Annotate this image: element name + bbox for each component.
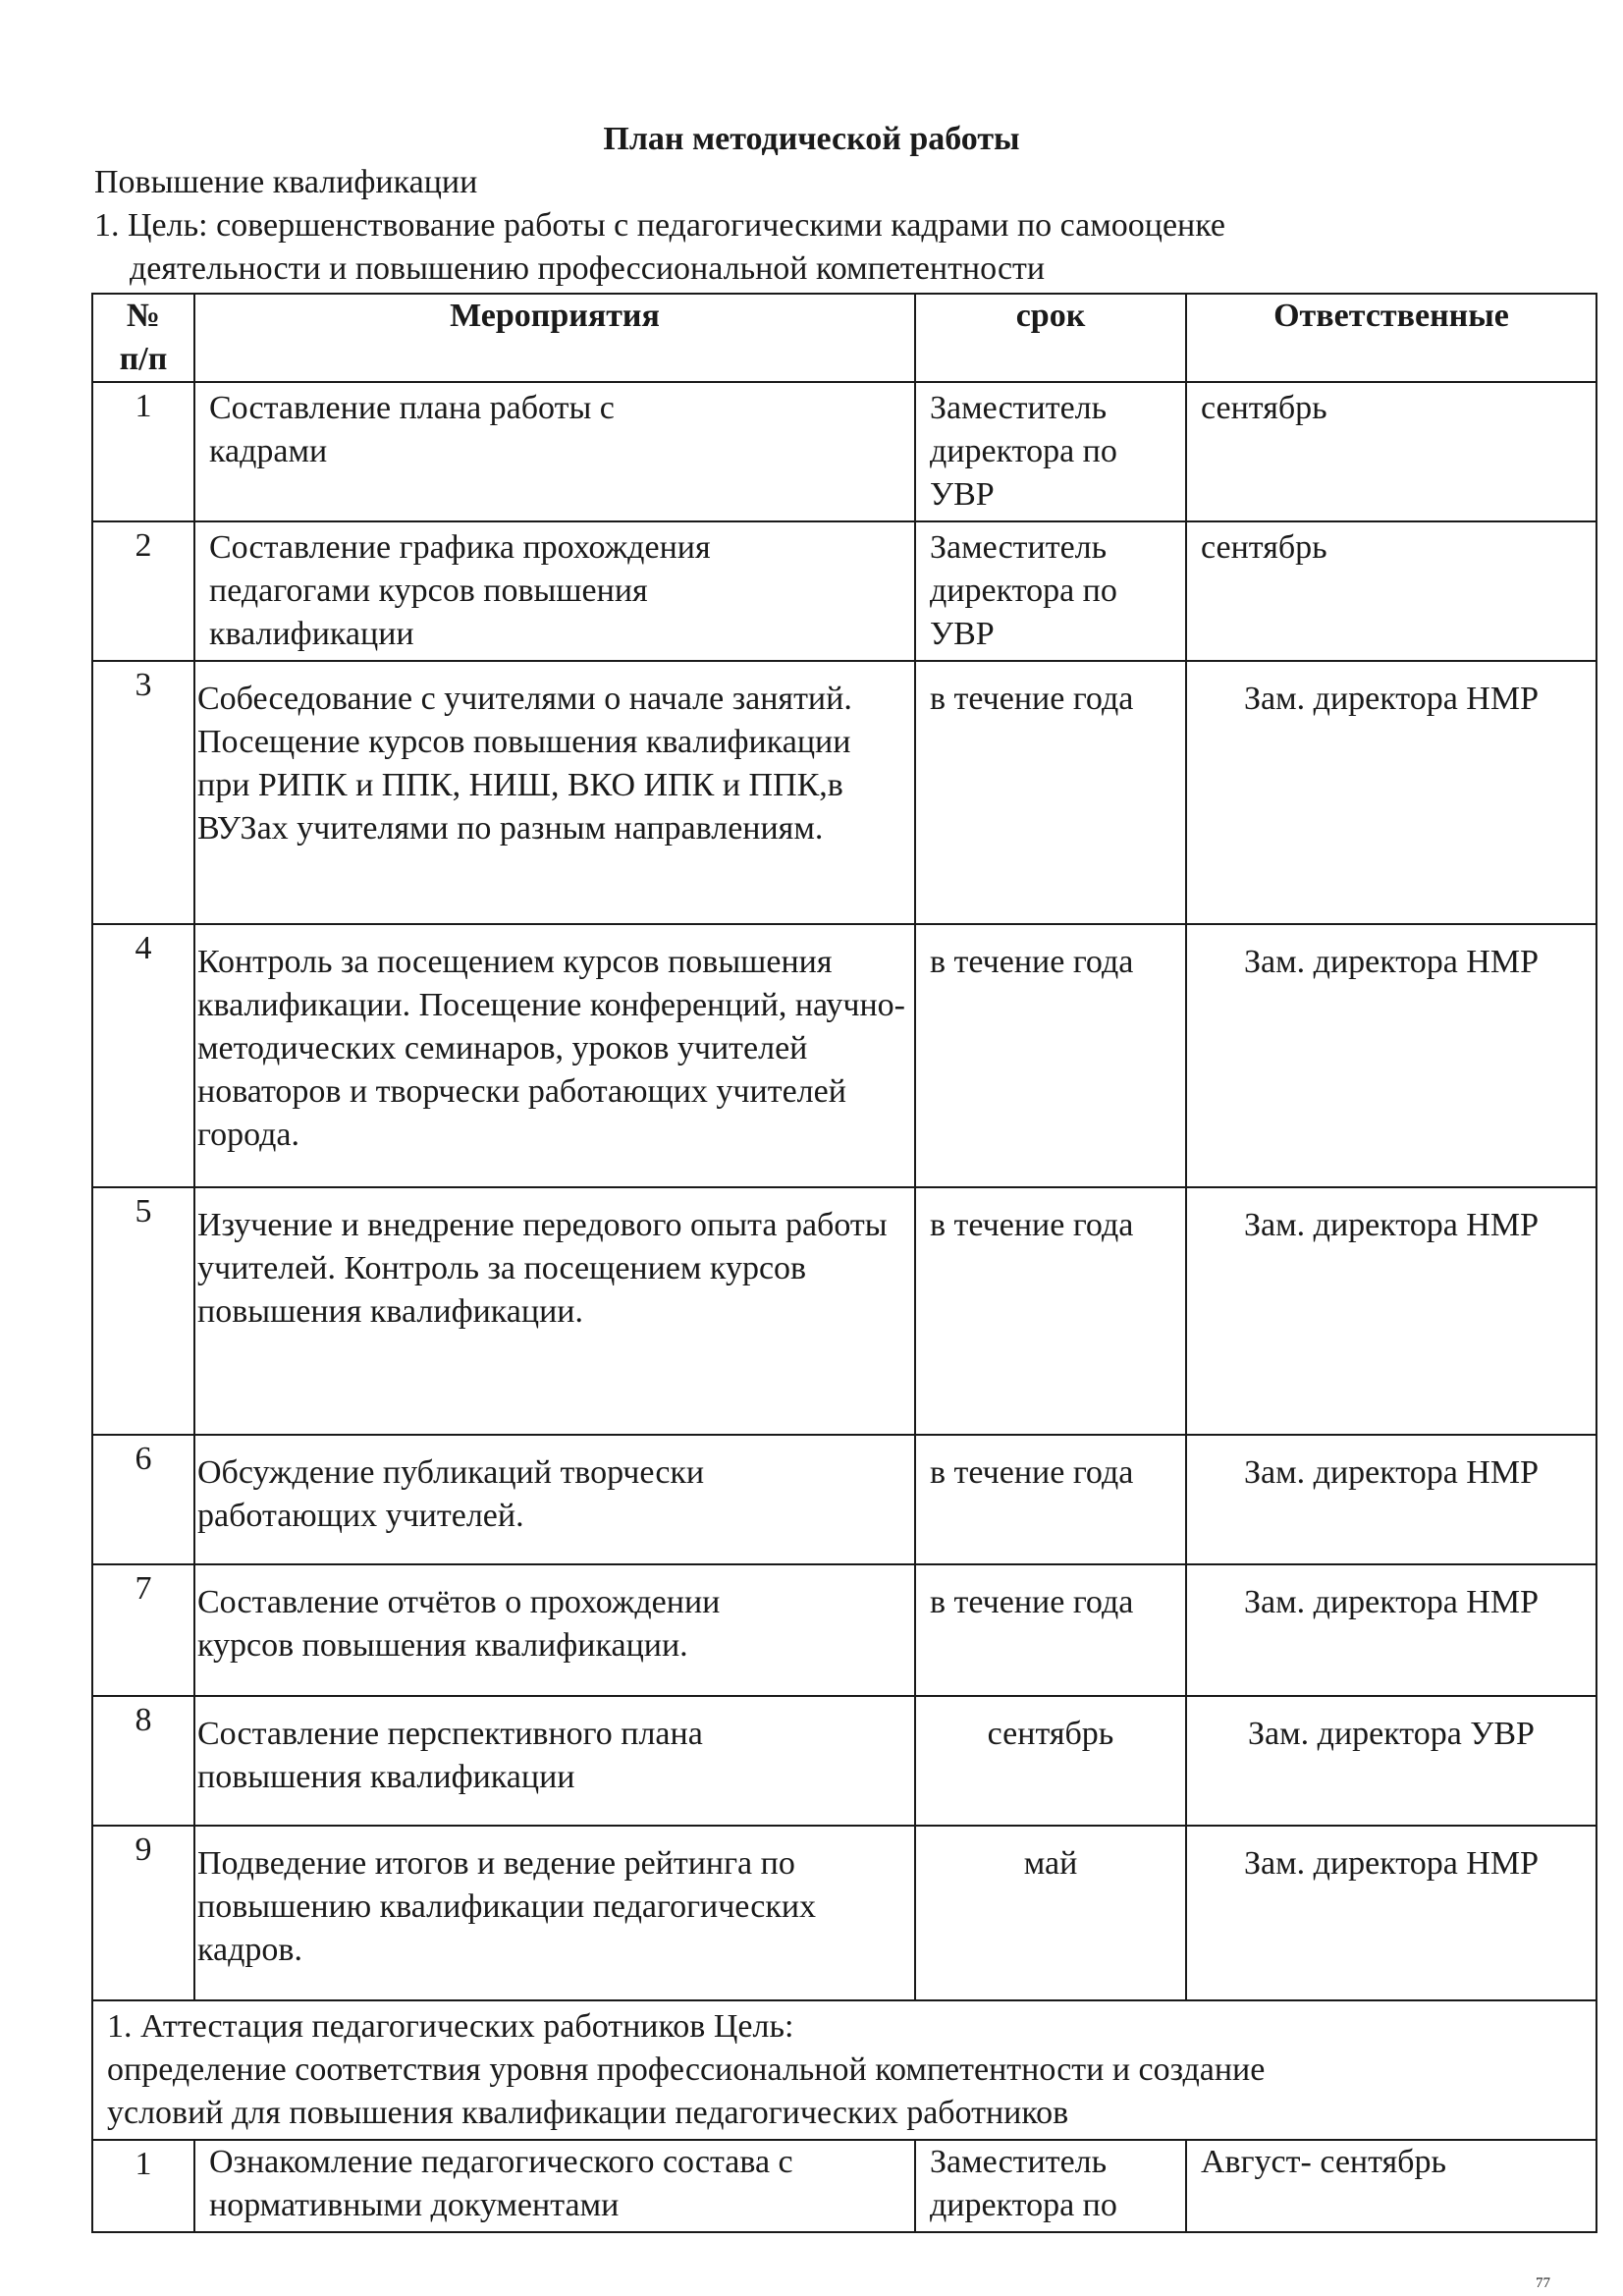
row-term: май (915, 1826, 1186, 2000)
row-term: в течение года (915, 1564, 1186, 1696)
row-term: сентябрь (915, 1696, 1186, 1826)
row-responsible: Зам. директора НМР (1186, 1435, 1596, 1564)
row-term: в течение года (915, 661, 1186, 924)
row-number: 7 (92, 1564, 194, 1696)
row-activity: Контроль за посещением курсов повышения квалификации. Посещение конференций, научно-методических семинаров, уроков учителей новаторов и творчески работающих учителей города. (194, 924, 915, 1187)
section-2-line-2: определение соответствия уровня профессиональной компетентности и создание (107, 2051, 1266, 2088)
table-row (92, 1435, 1596, 1564)
header-responsible: Ответственные (1186, 294, 1596, 382)
row-number: 8 (92, 1696, 194, 1826)
page-number: 77 (1536, 2275, 1550, 2291)
row-activity: Обсуждение публикаций творчески работающих учителей. (194, 1435, 915, 1564)
header-num (92, 294, 194, 382)
row-activity: Подведение итогов и ведение рейтинга по повышению квалификации педагогических кадров. (194, 1826, 915, 2000)
row-number: 9 (92, 1826, 194, 2000)
row-term: Заместитель директора по УВР (915, 521, 1186, 661)
row-activity: Ознакомление педагогического состава с нормативными документами (194, 2140, 915, 2232)
row-responsible: Зам. директора НМР (1186, 1564, 1596, 1696)
row-number: 1 (92, 382, 194, 521)
document-title: План методической работы (603, 121, 1020, 157)
table-row (92, 382, 1596, 521)
row-number: 1 (92, 2140, 194, 2232)
row-number: 5 (92, 1187, 194, 1435)
row-activity: Составление плана работы с кадрами (194, 382, 915, 521)
row-term: в течение года (915, 924, 1186, 1187)
row-responsible: Зам. директора УВР (1186, 1696, 1596, 1826)
table-header-row (92, 294, 1596, 382)
row-responsible: Зам. директора НМР (1186, 1187, 1596, 1435)
section-title: Повышение квалификации (94, 164, 478, 200)
row-activity: Собеседование с учителями о начале занятий. Посещение курсов повышения квалификации при РИПК и ППК, НИШ, ВКО ИПК и ППК,в ВУЗах учителями по разным направлениям. (194, 661, 915, 924)
header-num-symbol: № (126, 298, 161, 334)
row-number: 2 (92, 521, 194, 661)
goal-line-2: деятельности и повышению профессиональной компетентности (130, 250, 1046, 287)
row-number: 4 (92, 924, 194, 1187)
row-activity: Составление отчётов о прохождении курсов повышения квалификации. (194, 1564, 915, 1696)
table-row (92, 1826, 1596, 2000)
table-row (92, 2140, 1596, 2232)
row-term: в течение года (915, 1187, 1186, 1435)
row-number: 3 (92, 661, 194, 924)
header-activity: Мероприятия (194, 294, 915, 382)
table-row (92, 1696, 1596, 1826)
row-responsible: Зам. директора НМР (1186, 924, 1596, 1187)
row-responsible: сентябрь (1186, 382, 1596, 521)
table-row (92, 661, 1596, 924)
row-activity: Составление графика прохождения педагогами курсов повышения квалификации (194, 521, 915, 661)
section-2-line-3: условий для повышения квалификации педагогических работников (107, 2095, 1069, 2131)
header-num-abbr: п/п (119, 341, 168, 377)
row-responsible: Зам. директора НМР (1186, 1826, 1596, 2000)
row-responsible: Август- сентябрь (1186, 2140, 1596, 2232)
table-row (92, 1564, 1596, 1696)
row-term: Заместитель директора по УВР (915, 382, 1186, 521)
section-2-heading (92, 2000, 1596, 2140)
goal-line-1: 1. Цель: совершенствование работы с педагогическими кадрами по самооценке (94, 207, 1226, 244)
row-activity: Составление перспективного плана повышения квалификации (194, 1696, 915, 1826)
table-row (92, 1187, 1596, 1435)
header-term: срок (915, 294, 1186, 382)
row-number: 6 (92, 1435, 194, 1564)
plan-table (91, 293, 1597, 2233)
row-term: в течение года (915, 1435, 1186, 1564)
table-row (92, 521, 1596, 661)
section-2-line-1: 1. Аттестация педагогических работников Цель: (107, 2008, 794, 2045)
section-row (92, 2000, 1596, 2140)
row-responsible: сентябрь (1186, 521, 1596, 661)
table-row (92, 924, 1596, 1187)
row-activity: Изучение и внедрение передового опыта работы учителей. Контроль за посещением курсов повышения квалификации. (194, 1187, 915, 1435)
row-responsible: Зам. директора НМР (1186, 661, 1596, 924)
row-term: Заместитель директора по (915, 2140, 1186, 2232)
